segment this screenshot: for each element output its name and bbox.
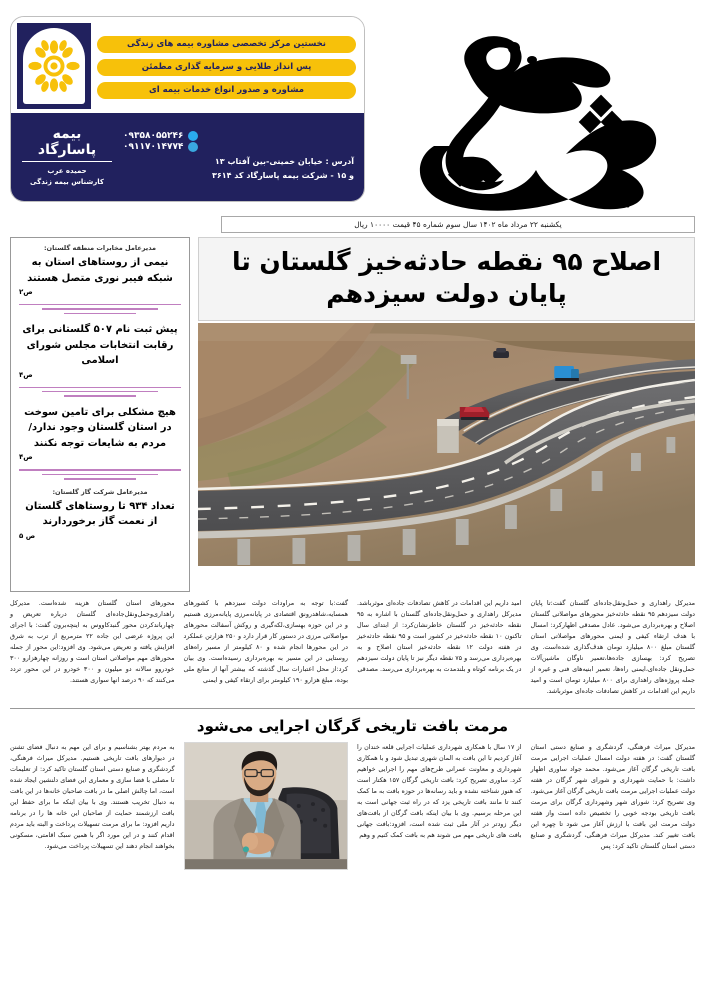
sunflower-icon [28, 40, 80, 92]
sidebar-item-kicker: مدیرعامل شرکت گاز گلستان: [52, 487, 148, 496]
highway-curve-icon [198, 323, 695, 566]
second-column [10, 742, 175, 870]
official-portrait-icon [185, 743, 348, 869]
sidebar-item-title: نیمی از روستاهای استان به شبکه فیبر نوری متصل هستند [27, 257, 173, 284]
vehicle-red-car [460, 407, 490, 420]
ad-slogan: مشاوره و صدور انواع خدمات بیمه ای [97, 82, 356, 99]
ad-contact-block [123, 119, 354, 194]
sidebar-briefs [10, 237, 190, 592]
phone-row[interactable] [123, 131, 354, 141]
lead-story-body [0, 592, 705, 700]
lead-paragraph: گفت:با توجه به مراودات دولت سیزدهم با کشورهای همسایه،شاهدرونق اقتصادی در پایانه‌مرزی پایانه‌مرزی هستیم و در این حوزه بهسازی،لکه‌گیری و روکش آسفالت محورهای مواصلاتی مرزی در دستور کار قرار دارد و ۲۵۰ هزارتن عملکرد در این محورها انجام شده و ۸۰ کیلومتر از مسیر راه‌های روستایی در این مسیر به بهره‌برداری رسیده‌است. وی بیان کرد:از محل اعتبارات سال گذشته که بیشتر آنها از منابع ملی بوده، مبلغ هزارو ۱۹۰ کیلومتر برای ارتقاء کیفی و ایمنی [183, 599, 348, 685]
phone-row[interactable] [123, 142, 354, 152]
phone-number: ۰۹۳۵۸۰۵۵۲۴۶ [123, 131, 184, 142]
second-story-body [0, 742, 705, 870]
agent-title: کارشناس بیمه زندگی [30, 177, 104, 186]
ad-address-line-1: آدرس : خیابان خمینی-بین آفتاب ۱۳ [214, 157, 354, 167]
ad-slogan-list [97, 23, 356, 109]
sidebar-item-page: ص۲ [19, 288, 33, 296]
telegram-icon [188, 131, 198, 141]
second-headline: مرمت بافت تاریخی گرگان اجرایی می‌شود [196, 717, 509, 736]
sidebar-item-kicker: مدیرعامل مخابرات منطقه گلستان: [43, 244, 157, 252]
lead-story-block [198, 237, 695, 592]
sidebar-divider [19, 469, 181, 479]
ad-brand-block [19, 119, 115, 194]
ad-slogan: نخستین مرکز تخصصی مشاوره بیمه های زندگی [97, 36, 356, 53]
phone-number: ۰۹۱۱۷۰۱۴۷۷۴ [123, 142, 184, 153]
ad-address-line-2: و ۱۵ - شرکت بیمه پاسارگاد کد ۳۶۱۴ [211, 170, 354, 180]
lead-paragraph: امید داریم این اقدامات در کاهش تصادفات جاده‌ای موثرباشد. مدیرکل راهداری و حمل‌ونقل‌جاده‌ای گلستان با اشاره به ۹۵ نقطه حادثه‌خیز در گلستان خاطرنشان‌کرد: از ابتدای سال تاکنون ۱۰ نقطه حادثه‌خیز در کشور است و ۹۵ نقطه حادثه‌خیز در هفته دولت ۱۲ نقطه حادثه‌خیز استان اصلاح و به بهره‌برداری می‌رسد و ۷۵ نقطه دیگر نیز تا پایان دولت سیزدهم در یک برنامه کوتاه و بلندمدت به بهره‌برداری می‌رسد. مصدقی [357, 599, 522, 674]
logo-arch-shape [23, 28, 85, 104]
masthead-logo [377, 16, 695, 220]
official-photo [184, 742, 349, 870]
sidebar-item-page: ص۴ [19, 370, 33, 379]
sidebar-divider [19, 387, 181, 397]
brand-name: بیمه پاسارگاد [22, 126, 112, 162]
main-grid [0, 233, 705, 592]
masthead-calligraphy-icon [386, 18, 686, 218]
sidebar-item-title: هیچ مشکلی برای تامین سوخت در استان گلستان وجود ندارد/مردم به شایعات توجه نکنند [24, 406, 176, 449]
lead-headline: اصلاح ۹۵ نقطه حادثه‌خیز گلستان تا پایان دولت سیزدهم [198, 237, 695, 321]
pasargad-logo-box [17, 23, 91, 109]
lead-column [531, 598, 696, 700]
lead-column [10, 598, 175, 700]
second-photo-column [184, 742, 349, 870]
sidebar-item-title: پیش ثبت نام ۵۰۷ گلستانی برای رقابت انتخابات مجلس شورای اسلامی [22, 324, 178, 367]
sidebar-item-title: تعداد ۹۳۴ تا روستاهای گلستان از نعمت گاز برخوردارند [25, 500, 175, 528]
second-paragraph: از ۱۷ سال با همکاری شهرداری عملیات اجرایی قلعه خندان را آغاز کردیم تا این بافت به المان شهری تبدیل شود و با همکاری شهرداری و معاونت عمرانی طرح‌های مهم را اجرایی خواهیم کرد. ساوری تصریح کرد: بافت تاریخی گرگان ۱۵۷ هکتار است که هنوز شناخته نشده و باید رسانه‌ها در حوزه بافت به ما کمک کنند تا مانند بافت تاریخی یزد که در راه ثبت جهانی است به این مرحله برسیم. وی با بیان اینکه بافت گرگان از بافت‌های دیگر زودتر در آثار ملی ثبت شده است، افزود:بافت جهانی بافت های تاریخی مهم می شوند هم به بافت کمک کنیم و وهم [357, 743, 522, 840]
issue-date-bar: یکشنبه ۲۲ مرداد ماه ۱۴۰۲ سال سوم شماره ۴۵ قیمت ۱۰۰۰۰ ریال [221, 216, 695, 233]
sidebar-item-telecom[interactable] [19, 244, 181, 298]
sidebar-item-fuel[interactable] [19, 405, 181, 464]
second-paragraph: مدیرکل میراث فرهنگی، گردشگری و صنایع دستی استان گلستان گفت: در هفته دولت امسال عملیات اجرایی مرمت بافت تاریخی گرگان آغاز می‌شود. محمد جواد ساوری اظهار داشت: با حمایت شهرداری و شورای شهر گرگان در هفته دولت عملیات اجرایی مرمت بافت تاریخی گرگان آغاز می‌شود. وی تصریح کرد: شورای شهر وشهرداری گرگان برای مرمت بافت تاریخی بودجه خوبی را تخصیص داده است واز هفته دولت مرمت این بافت با ارزش آغاز می شود تا چهره این بافت تغییر کند. مدیرکل میراث فرهنگی، گردشگری و صنایع دستی استان گلستان تاکید کرد: پس [530, 743, 695, 851]
agent-name: حمیده عرب [47, 167, 87, 176]
sidebar-item-page: ص۴ [19, 453, 33, 462]
ad-slogan: پس انداز طلایی و سرمایه گذاری مطمئن [97, 59, 356, 76]
highway-photo [198, 323, 695, 566]
top-band [0, 0, 705, 220]
advertisement-card[interactable] [10, 16, 365, 202]
lead-column [357, 598, 522, 700]
sidebar-divider [19, 304, 181, 314]
sidebar-item-elections[interactable] [19, 322, 181, 381]
second-paragraph: به مردم بهتر بشناسیم و برای این مهم به دنبال فضای تشنن در دیوارهای بافت تاریخی هستیم. مدیرکل میراث فرهنگی، گردشگری و صنایع دستی استان گلستان تاکید کرد: از تعلیمات تا مصلی با فضا سازی و معماری این فضای دلنشین ایجاد شده است، اما چالش اصلی ما در بافت صاحبان خانه‌ها در این بافت به دنبال تخریب هستند. وی با بیان اینکه ما برای حفظ این بافت ارزشمند حمایت از صاحبان این خانه ها را در برنامه داریم افزود: ما برای مرمت تسهیلات پرداخت و البته باید مردم اقدام کنند و در این مورد اگر با همین سبک اقامتی، مسکونی بخواهند انجام دهند این تسهیلات پرداخت می‌شود. [10, 743, 175, 851]
lead-paragraph: محورهای استان گلستان هزینه شده‌است. مدیرکل راهداری‌وحمل‌ونقل‌جاده‌ای گلستان درباره تعریض و چهارباندکردن محور گنبدکاووس به اینچه‌برون گفت: با اجرای این پروژه عرضی این جاده ۲۲ مترمربع از ترب به شرق افزایش یافته و تعریض می‌شود. وی افزود:این محور از جمله محورهای مهم مواصلاتی استان است و روزانه چهارهزارو ۳۰۰ خودروو سالانه دو میلیون و ۳۰۰ خودرو در این محور تردد می‌کنند که ۹۰ درصد انها سواری هستند. [10, 599, 175, 685]
sidebar-item-page: ص ۵ [19, 531, 36, 540]
second-column [531, 742, 696, 870]
ad-bottom-section [11, 113, 364, 201]
lead-paragraph: مدیرکل راهداری و حمل‌ونقل‌جاده‌ای گلستان گفت:تا پایان دولت سیزدهم ۹۵ نقطه حادثه‌خیز محورهای مواصلاتی گلستان اصلاح و بهره‌برداری می‌شود. عادل مصدقی اظهارکرد: امسال با هدف ارتقاء کیفی و ایمنی محورهای مواصلاتی استان گلستان مبلغ ۸۰۰ میلیارد تومان هدف‌گذاری شده‌است. وی تصریح کرد: بهسازی جاده‌ها،تعمیر ناوگان ماشین‌آلات حمل‌ونقل جاده‌ای،ایمنی راه‌ها، تعمیر ابنیه‌های فنی و غیره از جمله پروژه‌های راهداری برای ۸۰۰ میلیارد تومان است و امید داریم این اقدامات در کاهش تصادفات جاده‌ای موثرباشد. [530, 599, 695, 696]
lead-column [184, 598, 349, 700]
sidebar-item-gas[interactable] [19, 488, 181, 542]
second-column [357, 742, 522, 870]
ad-top-section [11, 17, 364, 113]
whatsapp-icon [188, 142, 198, 152]
